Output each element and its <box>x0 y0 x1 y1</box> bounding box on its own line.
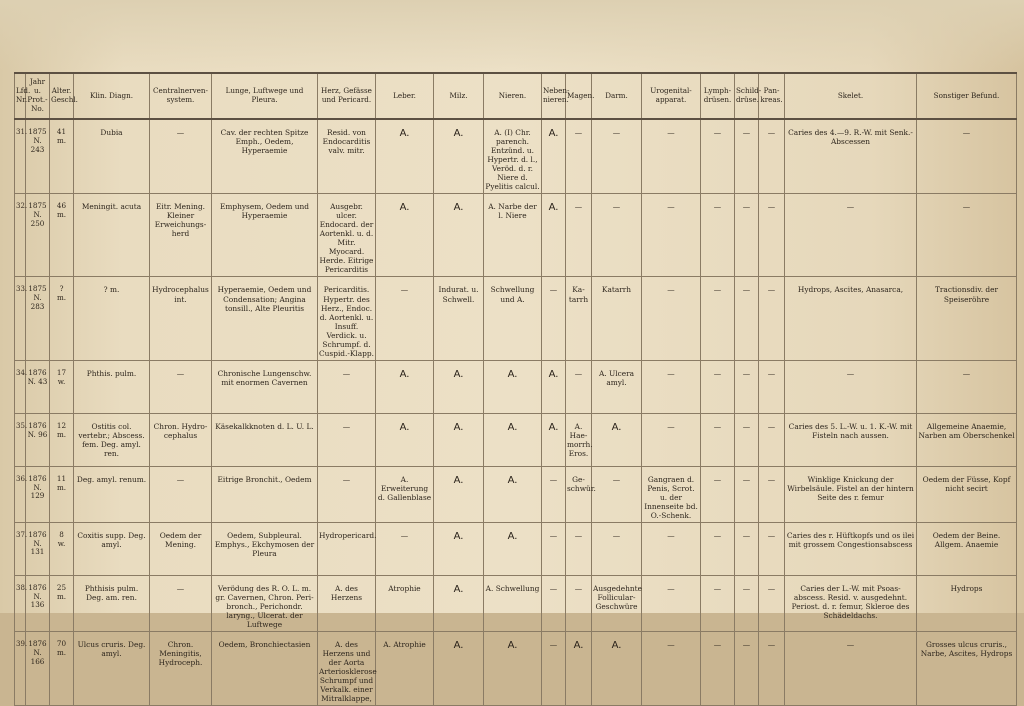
cell-lymph: — <box>701 575 735 631</box>
cell-milz: A. <box>434 119 484 194</box>
cell-zns: — <box>150 360 212 413</box>
cell-leber: A. Erweiterung d. Gallenblase <box>376 466 434 522</box>
cell-lymph: — <box>701 413 735 466</box>
header-diagn: Klin. Diagn. <box>74 73 150 119</box>
cell-uro: — <box>642 194 701 277</box>
cell-sex: m. <box>56 429 67 439</box>
cell-age: 8 <box>59 529 64 539</box>
table-row <box>15 119 1017 194</box>
cell-jahr-year: 1876 <box>28 367 47 377</box>
cell-jahr <box>26 632 50 706</box>
cell-age: 41 <box>56 127 67 136</box>
cell-age: ? <box>59 284 64 294</box>
cell-schild: — <box>735 522 759 575</box>
cell-nr: 37. <box>15 522 26 575</box>
cell-alter <box>50 119 74 194</box>
cell-neben: — <box>542 575 566 631</box>
table-row <box>15 632 1017 706</box>
cell-lunge: Hyperaemie, Oedem und Condensation; Angina tonsill., Alte Pleuritis <box>212 277 318 360</box>
cell-neben: — <box>542 632 566 706</box>
cell-neben: A. <box>542 194 566 277</box>
header-jahr: Jahr u. Prot.-No. <box>26 73 50 119</box>
cell-lunge: Oedem, Subpleural. Emphys., Ekchymosen der Pleura <box>212 522 318 575</box>
cell-skelet: Caries des 4.—9. R.-W. mit Senk.-Abscessen <box>785 119 917 194</box>
cell-prot-no: N. 129 <box>30 482 45 501</box>
cell-lymph: — <box>701 119 735 194</box>
cell-diagn: Coxitis supp. Deg. amyl. <box>74 522 150 575</box>
table-row <box>15 522 1017 575</box>
cell-prot-no: N. 43 <box>27 376 48 386</box>
header-uro: Urogenital-apparat. <box>642 73 701 119</box>
cell-skelet: — <box>785 632 917 706</box>
cell-herz: Ausgebr. ulcer. Endocard. der Aortenkl. u. d. Mitr. Myocard. Herde. Eitrige Pericarditis <box>318 194 376 277</box>
header-zns: Centralnerven-system. <box>150 73 212 119</box>
cell-lunge: Oedem, Bronchiectasien <box>212 632 318 706</box>
cell-jahr-year: 1876 <box>28 473 47 483</box>
cell-darm: Katarrh <box>592 277 642 360</box>
cell-sonst: Hydrops <box>917 575 1017 631</box>
cell-leber: A. <box>376 119 434 194</box>
cell-zns: Hydrocephalus int. <box>150 277 212 360</box>
cell-milz: A. <box>434 360 484 413</box>
cell-sonst: — <box>917 194 1017 277</box>
cell-leber: A. <box>376 194 434 277</box>
cell-prot-no: N. 96 <box>27 429 48 439</box>
cell-diagn: Phthisis pulm. Deg. am. ren. <box>74 575 150 631</box>
ledger-body <box>15 119 1017 706</box>
cell-nieren: A. (I) Chr. parench. Entzünd. u. Hypertr. d. l., Veröd. d. r. Niere d. Pyelitis calcul. <box>484 119 542 194</box>
cell-pan: — <box>759 522 785 575</box>
cell-uro: Gangraen d. Penis, Scrot. u. der Innenseite bd. O.-Schenk. <box>642 466 701 522</box>
cell-magen: — <box>566 194 592 277</box>
cell-leber: — <box>376 277 434 360</box>
cell-jahr-year: 1876 <box>28 582 47 592</box>
cell-lymph: — <box>701 360 735 413</box>
cell-nieren: Schwellung und A. <box>484 277 542 360</box>
cell-pan: — <box>759 466 785 522</box>
cell-zns: — <box>150 575 212 631</box>
cell-milz: A. <box>434 522 484 575</box>
cell-prot-no: N. 166 <box>30 647 45 666</box>
cell-diagn: Dubia <box>74 119 150 194</box>
cell-darm: A. Ulcera amyl. <box>592 360 642 413</box>
cell-lunge: Eitrige Bronchit., Oedem <box>212 466 318 522</box>
cell-alter <box>50 575 74 631</box>
cell-jahr <box>26 119 50 194</box>
cell-sex: m. <box>56 210 67 219</box>
cell-sex: m. <box>56 135 67 145</box>
header-lymph: Lymph-drüsen. <box>701 73 735 119</box>
cell-zns: Chron. Meningitis, Hydroceph. <box>150 632 212 706</box>
cell-leber: Atrophie <box>376 575 434 631</box>
cell-neben: — <box>542 522 566 575</box>
cell-nr: 39. <box>15 632 26 706</box>
cell-neben: A. <box>542 360 566 413</box>
cell-prot-no: N. 131 <box>30 538 45 557</box>
cell-alter <box>50 632 74 706</box>
header-lunge: Lunge, Luftwege und Pleura. <box>212 73 318 119</box>
cell-schild: — <box>735 632 759 706</box>
cell-sex: m. <box>56 482 67 492</box>
cell-herz: A. des Herzens <box>318 575 376 631</box>
cell-lymph: — <box>701 466 735 522</box>
header-schild: Schild-drüse. <box>735 73 759 119</box>
cell-milz: A. <box>434 466 484 522</box>
cell-zns: — <box>150 466 212 522</box>
cell-pan: — <box>759 575 785 631</box>
cell-age: 70 <box>56 639 67 649</box>
cell-lunge: Verödung des R. O. L. m. gr. Cavernen, Chron. Peri-bronch., Perichondr. laryng., Ulcerat. der Luftwege <box>212 575 318 631</box>
header-pan: Pan-kreas. <box>759 73 785 119</box>
cell-lunge: Cav. der rechten Spitze Emph., Oedem, Hyperaemie <box>212 119 318 194</box>
header-darm: Darm. <box>592 73 642 119</box>
cell-lunge: Emphysem, Oedem und Hyperaemie <box>212 194 318 277</box>
cell-skelet: — <box>785 194 917 277</box>
cell-zns: Chron. Hydro-cephalus <box>150 413 212 466</box>
header-lfd: Lfd. Nr. <box>15 73 26 119</box>
cell-jahr-year: 1875 <box>28 284 47 294</box>
cell-darm: — <box>592 522 642 575</box>
cell-herz: — <box>318 360 376 413</box>
cell-darm: A. <box>592 632 642 706</box>
page-shadow <box>0 0 1024 70</box>
cell-skelet: — <box>785 360 917 413</box>
cell-neben: A. <box>542 119 566 194</box>
cell-skelet: Winklige Knickung der Wirbelsäule. Fistel an der hintern Seite des r. femur <box>785 466 917 522</box>
cell-herz: Resid. von Endocarditis valv. mitr. <box>318 119 376 194</box>
cell-schild: — <box>735 466 759 522</box>
cell-herz: — <box>318 466 376 522</box>
cell-pan: — <box>759 194 785 277</box>
cell-diagn: Ulcus cruris. Deg. amyl. <box>74 632 150 706</box>
cell-milz: A. <box>434 575 484 631</box>
cell-herz: Pericarditis. Hypertr. des Herz., Endoc. d. Aortenkl. u. Insuff. Verdick. u. Schrumpf. d. Cuspid.-Klapp. <box>318 277 376 360</box>
cell-nieren: A. <box>484 632 542 706</box>
cell-pan: — <box>759 413 785 466</box>
cell-nr: 31. <box>15 119 26 194</box>
cell-pan: — <box>759 360 785 413</box>
cell-lymph: — <box>701 522 735 575</box>
header-alter: Alter. Geschl. <box>50 73 74 119</box>
cell-schild: — <box>735 119 759 194</box>
cell-herz: A. des Herzens und der Aorta Arteriosklerose Schrumpf und Verkalk. einer Mitralklappe, <box>318 632 376 706</box>
cell-sonst: Allgemeine Anaemie, Narben am Oberschenkel <box>917 413 1017 466</box>
cell-leber: — <box>376 522 434 575</box>
header-milz: Milz. <box>434 73 484 119</box>
cell-jahr <box>26 413 50 466</box>
cell-prot-no: N. 136 <box>30 591 45 610</box>
cell-sex: m. <box>56 647 67 657</box>
cell-zns: Eitr. Mening. Kleiner Erweichungs-herd <box>150 194 212 277</box>
header-neben: Neben-nieren. <box>542 73 566 119</box>
cell-skelet: Hydrops, Ascites, Anasarca, <box>785 277 917 360</box>
table-row <box>15 466 1017 522</box>
cell-prot-no: N. 283 <box>30 293 45 312</box>
cell-diagn: Phthis. pulm. <box>74 360 150 413</box>
cell-sonst: Oedem der Beine. Allgem. Anaemie <box>917 522 1017 575</box>
cell-jahr <box>26 466 50 522</box>
cell-uro: — <box>642 277 701 360</box>
cell-lunge: Chronische Lungenschw. mit enormen Cavernen <box>212 360 318 413</box>
cell-darm: — <box>592 119 642 194</box>
cell-diagn: Meningit. acuta <box>74 194 150 277</box>
cell-milz: A. <box>434 632 484 706</box>
cell-alter <box>50 466 74 522</box>
cell-magen: A. <box>566 632 592 706</box>
cell-lunge: Käsekalkknoten d. L. U. L. <box>212 413 318 466</box>
cell-nieren: A. <box>484 466 542 522</box>
cell-alter <box>50 522 74 575</box>
cell-nr: 34. <box>15 360 26 413</box>
cell-nr: 33. <box>15 277 26 360</box>
autopsy-ledger-table <box>14 72 1017 706</box>
cell-prot-no: N. 250 <box>30 210 45 228</box>
cell-herz: — <box>318 413 376 466</box>
cell-age: 12 <box>56 420 67 430</box>
cell-jahr-year: 1875 <box>28 201 47 211</box>
cell-pan: — <box>759 277 785 360</box>
table-row <box>15 194 1017 277</box>
cell-nieren: A. <box>484 413 542 466</box>
cell-lymph: — <box>701 277 735 360</box>
table-row <box>15 277 1017 360</box>
cell-jahr <box>26 194 50 277</box>
cell-age: 11 <box>56 473 67 483</box>
cell-sex: w. <box>57 538 66 548</box>
header-row <box>15 73 1017 119</box>
cell-nr: 38. <box>15 575 26 631</box>
cell-sex: m. <box>56 591 67 601</box>
cell-darm: A. <box>592 413 642 466</box>
header-nieren: Nieren. <box>484 73 542 119</box>
cell-sonst: — <box>917 119 1017 194</box>
cell-uro: — <box>642 522 701 575</box>
cell-nieren: A. Narbe der l. Niere <box>484 194 542 277</box>
cell-magen: Ge-schwür. <box>566 466 592 522</box>
cell-diagn: Deg. amyl. renum. <box>74 466 150 522</box>
cell-age: 25 <box>56 582 67 592</box>
cell-neben: — <box>542 277 566 360</box>
cell-skelet: Caries des 5. L.-W. u. 1. K.-W. mit Fisteln nach aussen. <box>785 413 917 466</box>
cell-nieren: A. <box>484 360 542 413</box>
cell-alter <box>50 360 74 413</box>
cell-pan: — <box>759 632 785 706</box>
cell-skelet: Caries der L.-W. mit Psoas-abscess. Resid. v. ausgedehnt. Periost. d. r. femur, Skleroe des Schädeldachs. <box>785 575 917 631</box>
cell-schild: — <box>735 360 759 413</box>
cell-jahr-year: 1876 <box>28 529 47 539</box>
header-herz: Herz, Gefässe und Pericard. <box>318 73 376 119</box>
cell-nr: 35. <box>15 413 26 466</box>
cell-uro: — <box>642 360 701 413</box>
cell-alter <box>50 277 74 360</box>
cell-uro: — <box>642 632 701 706</box>
cell-milz: A. <box>434 194 484 277</box>
cell-sonst: Grosses ulcus cruris., Narbe, Ascites, Hydrops <box>917 632 1017 706</box>
cell-magen: — <box>566 360 592 413</box>
cell-schild: — <box>735 277 759 360</box>
header-magen: Magen. <box>566 73 592 119</box>
cell-sex: w. <box>57 376 66 386</box>
table-row <box>15 413 1017 466</box>
cell-jahr <box>26 522 50 575</box>
cell-alter <box>50 194 74 277</box>
cell-schild: — <box>735 194 759 277</box>
cell-nr: 36. <box>15 466 26 522</box>
cell-jahr <box>26 360 50 413</box>
cell-magen: Ka-tarrh <box>566 277 592 360</box>
table-row <box>15 360 1017 413</box>
cell-leber: A. <box>376 413 434 466</box>
cell-zns: Oedem der Mening. <box>150 522 212 575</box>
cell-zns: — <box>150 119 212 194</box>
cell-uro: — <box>642 575 701 631</box>
cell-alter <box>50 413 74 466</box>
cell-nr: 32. <box>15 194 26 277</box>
cell-jahr <box>26 575 50 631</box>
header-leber: Leber. <box>376 73 434 119</box>
cell-milz: Indurat. u. Schwell. <box>434 277 484 360</box>
cell-jahr <box>26 277 50 360</box>
cell-sonst: Oedem der Füsse, Kopf nicht secirt <box>917 466 1017 522</box>
header-skelet: Skelet. <box>785 73 917 119</box>
cell-schild: — <box>735 413 759 466</box>
cell-age: 17 <box>56 367 67 377</box>
cell-age: 46 <box>56 201 67 211</box>
cell-darm: Ausgedehnte Follicular-Geschwüre <box>592 575 642 631</box>
cell-milz: A. <box>434 413 484 466</box>
cell-lymph: — <box>701 632 735 706</box>
cell-magen: — <box>566 522 592 575</box>
cell-jahr-year: 1876 <box>28 420 47 430</box>
cell-uro: — <box>642 119 701 194</box>
cell-sonst: — <box>917 360 1017 413</box>
cell-nieren: A. Schwellung <box>484 575 542 631</box>
cell-jahr-year: 1875 <box>28 127 47 136</box>
cell-prot-no: N. 243 <box>30 135 45 154</box>
cell-uro: — <box>642 413 701 466</box>
cell-sex: m. <box>56 293 67 303</box>
cell-neben: — <box>542 466 566 522</box>
cell-leber: A. <box>376 360 434 413</box>
cell-pan: — <box>759 119 785 194</box>
cell-lymph: — <box>701 194 735 277</box>
cell-darm: — <box>592 466 642 522</box>
cell-darm: — <box>592 194 642 277</box>
cell-magen: A. Hae-morrh. Eros. <box>566 413 592 466</box>
header-sonst: Sonstiger Befund. <box>917 73 1017 119</box>
cell-magen: — <box>566 119 592 194</box>
cell-skelet: Caries des r. Hüftkopfs und os ilei mit grossem Congestionsabscess <box>785 522 917 575</box>
table-row <box>15 575 1017 631</box>
cell-magen: — <box>566 575 592 631</box>
cell-jahr-year: 1876 <box>28 639 47 649</box>
cell-diagn: ? m. <box>74 277 150 360</box>
cell-herz: Hydropericard. <box>318 522 376 575</box>
cell-diagn: Ostitis col. vertebr.; Abscess. fem. Deg. amyl. ren. <box>74 413 150 466</box>
cell-sonst: Tractionsdiv. der Speiseröhre <box>917 277 1017 360</box>
cell-nieren: A. <box>484 522 542 575</box>
cell-leber: A. Atrophie <box>376 632 434 706</box>
cell-schild: — <box>735 575 759 631</box>
cell-neben: A. <box>542 413 566 466</box>
